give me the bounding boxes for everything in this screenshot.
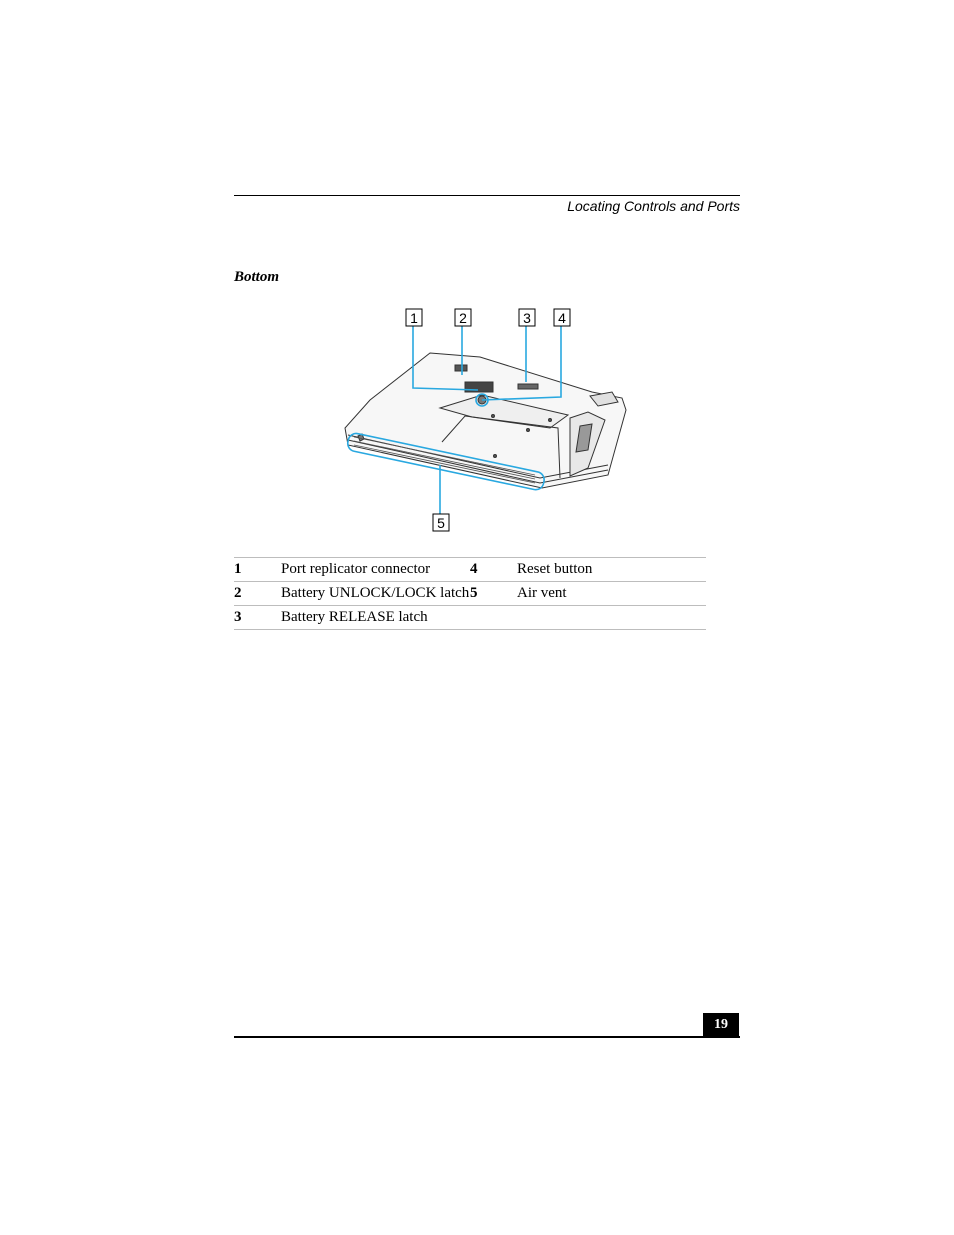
- callout-5: [433, 514, 449, 531]
- legend-text: Battery UNLOCK/LOCK latch: [281, 582, 470, 606]
- table-row: [234, 558, 706, 582]
- callout-1: [406, 309, 422, 326]
- section-title: Bottom: [234, 269, 280, 285]
- legend-number: 1: [234, 558, 281, 582]
- legend-text: Air vent: [517, 582, 706, 606]
- callout-4-label: 4: [558, 310, 566, 326]
- legend-number: [470, 606, 517, 630]
- table-row: [234, 606, 706, 630]
- table-row: [234, 582, 706, 606]
- legend-text: [517, 606, 706, 630]
- callout-3-label: 3: [523, 310, 531, 326]
- legend-number: 5: [470, 582, 517, 606]
- legend-text: Port replicator connector: [281, 558, 470, 582]
- legend-text: Reset button: [517, 558, 706, 582]
- callout-1-label: 1: [410, 310, 418, 326]
- legend-text: Battery RELEASE latch: [281, 606, 470, 630]
- legend-number: 2: [234, 582, 281, 606]
- callout-5-label: 5: [437, 515, 445, 531]
- callout-legend-table: [234, 557, 706, 630]
- callout-2: [455, 309, 471, 326]
- page-number: 19: [703, 1013, 739, 1036]
- callout-3: [519, 309, 535, 326]
- legend-number: 4: [470, 558, 517, 582]
- laptop-bottom-illustration: [330, 300, 640, 540]
- legend-number: 3: [234, 606, 281, 630]
- footer-rule: [234, 1036, 740, 1038]
- callout-2-label: 2: [459, 310, 467, 326]
- header-rule: [234, 195, 740, 196]
- callout-4: [554, 309, 570, 326]
- running-header: Locating Controls and Ports: [567, 198, 740, 214]
